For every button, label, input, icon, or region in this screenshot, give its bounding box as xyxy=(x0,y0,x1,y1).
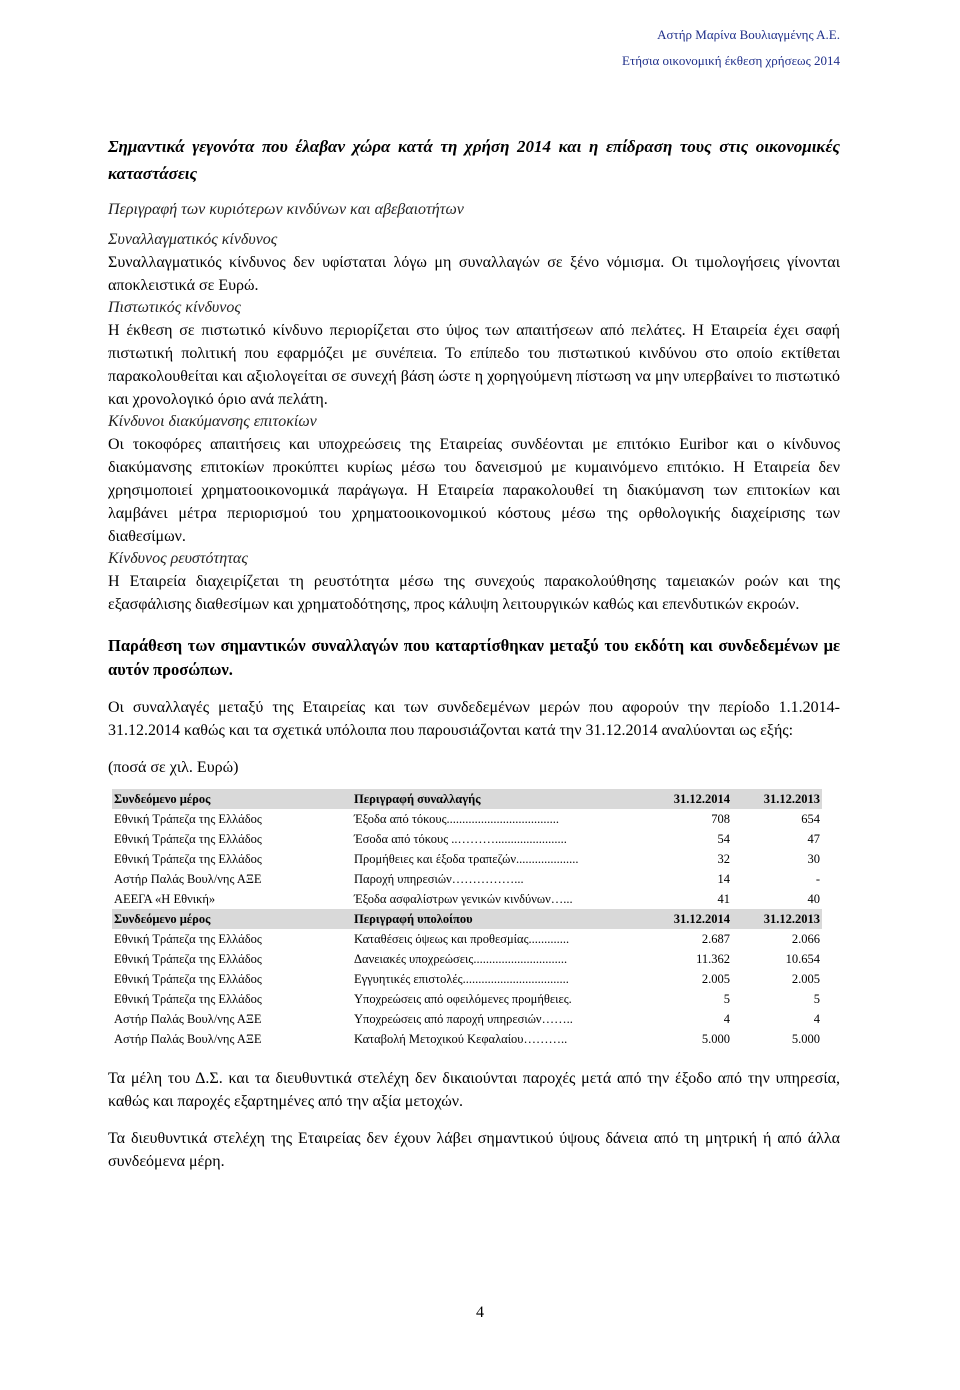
table-row xyxy=(112,829,822,849)
col-header-2013: 31.12.2013 xyxy=(732,909,822,929)
cell-2014: 2.005 xyxy=(701,971,730,986)
cell-description: Έξοδα ασφαλίστρων γενικών κινδύνων…... xyxy=(354,891,573,906)
cell-2013: 5.000 xyxy=(791,1031,820,1046)
cell-2014: 41 xyxy=(717,891,730,906)
col-header-description: Περιγραφή συναλλαγής xyxy=(352,789,642,809)
cell-description: Προμήθειες και έξοδα τραπεζών.................... xyxy=(354,851,579,866)
related-party-table xyxy=(112,789,822,1049)
cell-2014: 4 xyxy=(723,1011,730,1026)
amounts-note: (ποσά σε χιλ. Ευρώ) xyxy=(108,759,239,776)
cell-2013: - xyxy=(815,871,820,886)
table-row xyxy=(112,849,822,869)
risk-text-interest: Οι τοκοφόρες απαιτήσεις και υποχρεώσεις της Εταιρείας συνδέονται με επιτόκιο Euribor και ο κίνδυνος διακύμανσης επιτοκίων προκύπτει κυρίως μέσω του δανεισμού με κυμαινόμενο επιτόκιο. Η Εταιρεία δεν χρησιμοποιεί χρηματοοικονομικά παράγωγα. Η Εταιρεία παρακολουθεί τη διακύμανση των επιτοκίων και λαμβάνει μέτρα περιορισμού του χρηματοοικονομικού κόστους μέσω της ορθολογικής διαχείρισης των διαθεσίμων. xyxy=(108,436,840,545)
cell-description: Καταθέσεις όψεως και προθεσμίας............. xyxy=(354,931,570,946)
header-company: Αστήρ Μαρίνα Βουλιαγμένης Α.Ε. xyxy=(657,27,840,42)
cell-party: Αστήρ Παλάς Βουλ/νης ΑΞΕ xyxy=(114,1011,262,1026)
cell-2013: 47 xyxy=(807,831,820,846)
table-row xyxy=(112,889,822,909)
col-header-2014: 31.12.2014 xyxy=(642,909,732,929)
page-content xyxy=(108,133,840,1173)
table-row xyxy=(112,869,822,889)
cell-party: Εθνική Τράπεζα της Ελλάδος xyxy=(114,971,262,986)
risk-title-liquidity: Κίνδυνος ρευστότητας xyxy=(108,550,248,567)
table-row xyxy=(112,929,822,949)
table-row xyxy=(112,1029,822,1049)
col-header-party: Συνδεόμενο μέρος xyxy=(112,789,352,809)
col-header-2013: 31.12.2013 xyxy=(732,789,822,809)
table-header-row xyxy=(112,909,822,929)
cell-2013: 654 xyxy=(801,811,820,826)
related-intro: Οι συναλλαγές μεταξύ της Εταιρείας και των συνδεδεμένων μερών που αφορούν την περίοδο 1.1.2014-31.12.2014 καθώς και τα σχετικά υπόλοιπα που παρουσιάζονται κατά την 31.12.2014 αναλύονται ως εξής: xyxy=(108,699,840,739)
cell-description: Παροχή υπηρεσιών……………... xyxy=(354,871,524,886)
cell-2014: 5 xyxy=(723,991,730,1006)
cell-description: Υποχρεώσεις από οφειλόμενες προμήθειες. xyxy=(354,991,572,1006)
cell-description: Δανειακές υποχρεώσεις.............................. xyxy=(354,951,568,966)
cell-2013: 5 xyxy=(813,991,820,1006)
table-row xyxy=(112,809,822,829)
cell-2013: 2.005 xyxy=(791,971,820,986)
cell-party: Εθνική Τράπεζα της Ελλάδος xyxy=(114,931,262,946)
cell-2013: 10.654 xyxy=(785,951,820,966)
col-header-party: Συνδεόμενο μέρος xyxy=(112,909,352,929)
cell-2014: 11.362 xyxy=(696,951,730,966)
cell-description: Υποχρεώσεις από παροχή υπηρεσιών…….. xyxy=(354,1011,573,1026)
heading-related-parties: Παράθεση των σημαντικών συναλλαγών που καταρτίσθηκαν μεταξύ του εκδότη και συνδεδεμένων με αυτόν προσώπων. xyxy=(108,636,840,679)
cell-party: Εθνική Τράπεζα της Ελλάδος xyxy=(114,951,262,966)
col-header-2014: 31.12.2014 xyxy=(642,789,732,809)
table-row xyxy=(112,949,822,969)
cell-party: Αστήρ Παλάς Βουλ/νης ΑΞΕ xyxy=(114,871,262,886)
risk-text-fx: Συναλλαγματικός κίνδυνος δεν υφίσταται λόγω μη συναλλαγών σε ξένο νόμισμα. Οι τιμολογήσεις γίνονται αποκλειστικά σε Ευρώ. xyxy=(108,254,840,294)
page-number: 4 xyxy=(476,1304,484,1321)
cell-2014: 32 xyxy=(717,851,730,866)
cell-2014: 14 xyxy=(717,871,730,886)
cell-2013: 30 xyxy=(807,851,820,866)
cell-party: ΑΕΕΓΑ «Η Εθνική» xyxy=(114,891,216,906)
heading-significant-events: Σημαντικά γεγονότα που έλαβαν χώρα κατά τη χρήση 2014 και η επίδραση τους στις οικονομικές καταστάσεις xyxy=(108,137,840,183)
cell-party: Εθνική Τράπεζα της Ελλάδος xyxy=(114,991,262,1006)
header-report-title: Ετήσια οικονομική έκθεση χρήσεως 2014 xyxy=(622,53,840,68)
loans-paragraph: Τα διευθυντικά στελέχη της Εταιρείας δεν έχουν λάβει σημαντικού ύψους δάνεια από τη μητρική ή από άλλα συνδεόμενα μέρη. xyxy=(108,1130,840,1170)
cell-2014: 708 xyxy=(711,811,730,826)
risk-text-credit: Η έκθεση σε πιστωτικό κίνδυνο περιορίζεται στο ύψος των απαιτήσεων από πελάτες. Η Εταιρεία έχει σαφή πιστωτική πολιτική που εφαρμόζει με συνέπεια. Το επίπεδο του πιστωτικού κινδύνου στο οποίο εκτίθεται παρακολουθείται και αξιολογείται σε συνεχή βάση ώστε η χορηγούμενη πίστωση να μην υπερβαίνει το πιστωτικό και χρονολογικό όριο ανά πελάτη. xyxy=(108,322,840,408)
cell-2013: 40 xyxy=(807,891,820,906)
table-row xyxy=(112,969,822,989)
col-header-balance-description: Περιγραφή υπολοίπου xyxy=(352,909,642,929)
cell-2014: 2.687 xyxy=(701,931,730,946)
cell-2014: 5.000 xyxy=(701,1031,730,1046)
cell-description: Καταβολή Μετοχικού Κεφαλαίου……….. xyxy=(354,1031,568,1046)
risk-title-credit: Πιστωτικός κίνδυνος xyxy=(108,299,241,316)
cell-2013: 4 xyxy=(813,1011,820,1026)
risk-text-liquidity: Η Εταιρεία διαχειρίζεται τη ρευστότητα μέσω της συνεχούς παρακολούθησης ταμειακών ροών και της εξασφάλισης διαθεσίμων και χρηματοδότησης, προς κάλυψη λειτουργικών καθώς και επενδυτικών εκροών. xyxy=(108,573,840,613)
table-row xyxy=(112,1009,822,1029)
board-benefits-paragraph: Τα μέλη του Δ.Σ. και τα διευθυντικά στελέχη δεν δικαιούνται παροχές μετά από την έξοδο από την υπηρεσία, καθώς και παροχές εξαρτημένες από την αξία μετοχών. xyxy=(108,1070,840,1110)
heading-risks: Περιγραφή των κυριότερων κινδύνων και αβεβαιοτήτων xyxy=(108,201,464,218)
cell-2013: 2.066 xyxy=(791,931,820,946)
cell-party: Εθνική Τράπεζα της Ελλάδος xyxy=(114,851,262,866)
cell-description: Εγγυητικές επιστολές.................................. xyxy=(354,971,569,986)
cell-party: Εθνική Τράπεζα της Ελλάδος xyxy=(114,811,262,826)
cell-2014: 54 xyxy=(717,831,730,846)
risk-title-interest: Κίνδυνοι διακύμανσης επιτοκίων xyxy=(108,413,317,430)
cell-description: Έσοδα από τόκους ..………....................... xyxy=(354,831,567,846)
table-row xyxy=(112,989,822,1009)
cell-party: Εθνική Τράπεζα της Ελλάδος xyxy=(114,831,262,846)
table-header-row xyxy=(112,789,822,809)
risk-title-fx: Συναλλαγματικός κίνδυνος xyxy=(108,231,278,248)
cell-description: Έξοδα από τόκους.................................... xyxy=(354,811,560,826)
page-header xyxy=(622,22,840,74)
cell-party: Αστήρ Παλάς Βουλ/νης ΑΞΕ xyxy=(114,1031,262,1046)
